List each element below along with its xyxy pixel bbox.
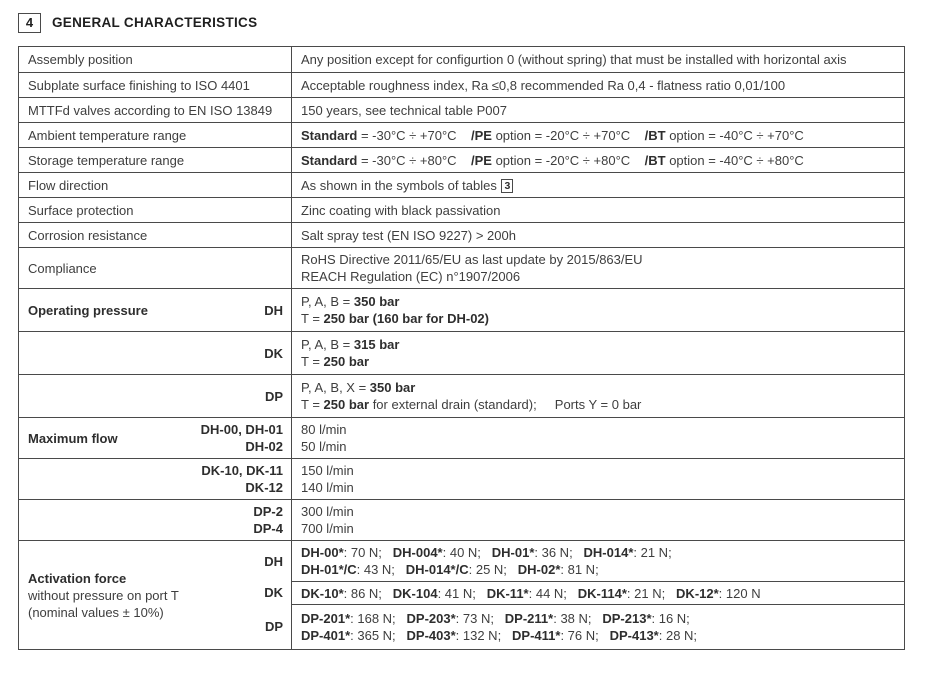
activation-force-label-cell (19, 541, 292, 649)
model-sublabel: DH-00, DH-01 DH-02 (200, 422, 283, 454)
row-label: Storage temperature range (19, 148, 292, 172)
row-label: Assembly position (19, 47, 292, 72)
row-value: P, A, B = 350 bar T = 250 bar (160 bar for DH-02) (301, 294, 489, 326)
row-label: Flow direction (19, 173, 292, 197)
row-label: Activation force without pressure on port T (nominal values ± 10%) (28, 570, 179, 620)
row-value: Zinc coating with black passivation (301, 202, 501, 218)
row-surface-protection (19, 197, 904, 222)
row-label: Subplate surface finishing to ISO 4401 (19, 73, 292, 97)
model-sublabel: DK-10, DK-11 DK-12 (201, 463, 283, 495)
model-sublabel: DP-2 DP-4 (253, 504, 283, 536)
row-storage-temperature (19, 147, 904, 172)
row-value: DH-00*: 70 N; DH-004*: 40 N; DH-01*: 36 N; DH-014*: 21 N; DH-01*/C: 43 N; DH-014*/C: 25 N; DH-02*: 81 N; (301, 545, 672, 577)
row-value: 300 l/min 700 l/min (301, 504, 354, 536)
row-value: 80 l/min 50 l/min (301, 422, 347, 454)
model-sublabels (241, 541, 291, 649)
row-subplate-finishing (19, 72, 904, 97)
row-operating-pressure-dk (19, 331, 904, 374)
row-label: Ambient temperature range (19, 123, 292, 147)
row-activation-force (19, 540, 904, 649)
activation-force-values (292, 541, 904, 649)
row-value: RoHS Directive 2011/65/EU as last update by 2015/863/EU REACH Regulation (EC) n°1907/2006 (301, 252, 643, 284)
row-value: DK-10*: 86 N; DK-104: 41 N; DK-11*: 44 N; DK-114*: 21 N; DK-12*: 120 N (292, 581, 904, 604)
row-ambient-temperature (19, 122, 904, 147)
row-label: Operating pressure DH (19, 289, 292, 331)
model-sublabel: DK (264, 585, 283, 600)
row-mttfd (19, 97, 904, 122)
row-maximum-flow-dp (19, 499, 904, 540)
section-number-badge: 4 (18, 13, 41, 33)
row-compliance (19, 247, 904, 288)
row-value: 150 years, see technical table P007 (301, 102, 507, 118)
row-label (19, 500, 292, 540)
model-sublabel: DP (264, 619, 283, 634)
row-value: Any position except for configurtion 0 (without spring) that must be installed with horizontal axis (301, 52, 847, 67)
row-label: Corrosion resistance (19, 223, 292, 247)
model-sublabel: DH (264, 553, 283, 569)
row-value: DP-201*: 168 N; DP-203*: 73 N; DP-211*: 38 N; DP-213*: 16 N; DP-401*: 365 N; DP-403*: 132 N; DP-411*: 76 N; DP-413*: 28 N; (292, 604, 904, 649)
model-sublabel: DH (264, 302, 283, 318)
row-label (19, 332, 292, 374)
section-header (0, 0, 945, 34)
row-label (19, 459, 292, 499)
row-label (19, 375, 292, 417)
row-maximum-flow-dh (19, 417, 904, 458)
row-label: Compliance (19, 248, 292, 288)
row-value: P, A, B = 315 bar T = 250 bar (301, 337, 400, 369)
model-sublabel: DP (264, 388, 283, 404)
general-characteristics-table (18, 46, 905, 650)
row-value: 150 l/min 140 l/min (301, 463, 354, 495)
row-value: Acceptable roughness index, Ra ≤0,8 recommended Ra 0,4 - flatness ratio 0,01/100 (301, 77, 786, 93)
row-operating-pressure-dh (19, 288, 904, 331)
row-value: As shown in the symbols of tables 3 (292, 173, 904, 197)
row-corrosion-resistance (19, 222, 904, 247)
row-value: Standard = -30°C ÷ +70°C /PE option = -20°C ÷ +70°C /BT option = -40°C ÷ +70°C (301, 127, 804, 143)
row-value: Salt spray test (EN ISO 9227) > 200h (301, 227, 516, 243)
row-label: Surface protection (19, 198, 292, 222)
row-label: Maximum flow DH-00, DH-01 DH-02 (19, 418, 292, 458)
row-label: MTTFd valves according to EN ISO 13849 (19, 98, 292, 122)
section-title: GENERAL CHARACTERISTICS (52, 15, 258, 30)
model-sublabel: DK (264, 345, 283, 361)
row-assembly-position (19, 47, 904, 72)
row-operating-pressure-dp (19, 374, 904, 417)
row-maximum-flow-dk (19, 458, 904, 499)
row-flow-direction (19, 172, 904, 197)
row-value: P, A, B, X = 350 bar T = 250 bar for external drain (standard); Ports Y = 0 bar (301, 380, 642, 412)
row-value: Standard = -30°C ÷ +80°C /PE option = -20°C ÷ +80°C /BT option = -40°C ÷ +80°C (301, 152, 804, 168)
